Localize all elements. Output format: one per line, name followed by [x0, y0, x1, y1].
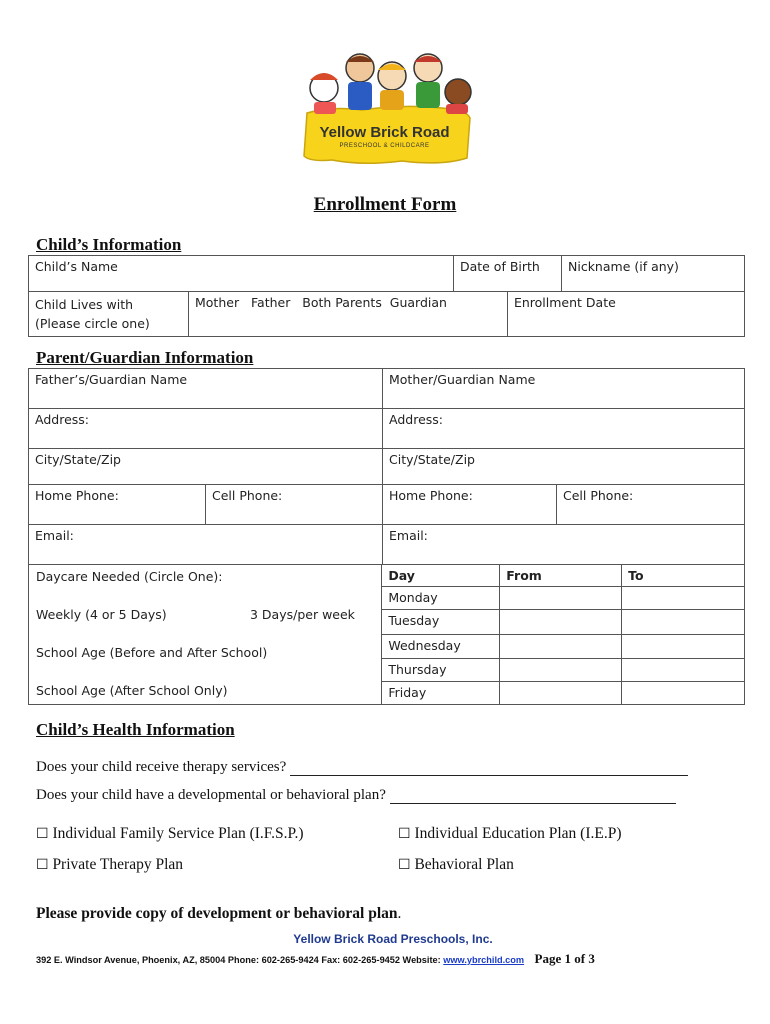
- daycare-table: [28, 564, 745, 705]
- plan-answer-line[interactable]: [390, 789, 676, 804]
- daycare-options-cell: [29, 565, 382, 705]
- parent-info-heading: Parent/Guardian Information: [36, 348, 254, 367]
- page-number: Page 1 of 3: [534, 951, 595, 966]
- daycare-needed-label: Daycare Needed (Circle One):: [36, 569, 223, 584]
- daycare-school-after-option[interactable]: School Age (After School Only): [36, 683, 228, 698]
- footer-company: Yellow Brick Road Preschools, Inc.: [293, 932, 493, 946]
- therapy-answer-line[interactable]: [290, 761, 688, 776]
- footer-website-link[interactable]: www.ybrchild.com: [443, 955, 525, 965]
- lives-with-label: Child Lives with: [35, 297, 134, 312]
- monday-from[interactable]: [500, 587, 622, 610]
- behavioral-plan-label: Behavioral Plan: [414, 856, 514, 873]
- father-home-phone-field[interactable]: [29, 485, 206, 525]
- parent-info-table: [28, 368, 745, 565]
- nickname-label: Nickname (if any): [568, 259, 679, 274]
- mother-name-label: Mother/Guardian Name: [389, 372, 536, 387]
- ifsp-checkbox[interactable]: ☐: [36, 826, 49, 842]
- child-info-table: [28, 255, 745, 337]
- footer-address: 392 E. Windsor Avenue, Phoenix, AZ, 85004 Phone: 602-265-9424 Fax: 602-265-9452 Website:: [36, 955, 444, 965]
- child-info-heading: Child’s Information: [36, 235, 182, 254]
- father-cell-phone-label: Cell Phone:: [212, 488, 283, 503]
- thursday-from[interactable]: [500, 659, 622, 682]
- father-email-field[interactable]: [29, 525, 383, 565]
- wednesday-to[interactable]: [622, 635, 745, 659]
- mother-email-label: Email:: [389, 528, 428, 543]
- col-to-header: To: [622, 565, 745, 587]
- father-address-field[interactable]: [29, 409, 383, 449]
- day-wednesday: Wednesday: [382, 635, 500, 659]
- private-therapy-label: Private Therapy Plan: [52, 856, 184, 873]
- wednesday-from[interactable]: [500, 635, 622, 659]
- enrollment-date-field[interactable]: [507, 292, 744, 337]
- children-illustration: [292, 48, 477, 178]
- day-tuesday: Tuesday: [382, 610, 500, 635]
- school-logo: [292, 48, 477, 178]
- father-city-field[interactable]: [29, 449, 383, 485]
- iep-checkbox[interactable]: ☐: [398, 826, 411, 842]
- dob-field[interactable]: [453, 256, 561, 292]
- lives-options-text: Mother Father Both Parents Guardian: [195, 295, 447, 310]
- footer-contact: [36, 950, 595, 968]
- mother-home-phone-label: Home Phone:: [389, 488, 473, 503]
- father-name-field[interactable]: [29, 369, 383, 409]
- behavioral-plan-option[interactable]: [398, 856, 514, 874]
- tuesday-from[interactable]: [500, 610, 622, 635]
- mother-address-field[interactable]: [383, 409, 745, 449]
- page-title: Enrollment Form: [313, 194, 457, 215]
- therapy-question: [36, 759, 688, 776]
- childs-name-label: Child’s Name: [35, 259, 118, 274]
- father-cell-phone-field[interactable]: [206, 485, 383, 525]
- childs-name-field[interactable]: [29, 256, 454, 292]
- daycare-school-before-after-option[interactable]: School Age (Before and After School): [36, 645, 268, 660]
- friday-to[interactable]: [622, 682, 745, 705]
- iep-label: Individual Education Plan (I.E.P): [414, 825, 622, 842]
- daycare-weekly-option[interactable]: Weekly (4 or 5 Days): [36, 607, 167, 622]
- mother-city-field[interactable]: [383, 449, 745, 485]
- col-day-header: Day: [382, 565, 500, 587]
- mother-email-field[interactable]: [383, 525, 745, 565]
- plan-copy-note-period: .: [397, 905, 402, 922]
- father-address-label: Address:: [35, 412, 89, 427]
- day-friday: Friday: [382, 682, 500, 705]
- nickname-field[interactable]: [562, 256, 745, 292]
- father-home-phone-label: Home Phone:: [35, 488, 119, 503]
- father-city-label: City/State/Zip: [35, 452, 121, 467]
- private-therapy-checkbox[interactable]: ☐: [36, 857, 49, 873]
- mother-city-label: City/State/Zip: [389, 452, 475, 467]
- plan-copy-note: [36, 905, 401, 923]
- therapy-question-text: Does your child receive therapy services?: [36, 759, 287, 775]
- friday-from[interactable]: [500, 682, 622, 705]
- ifsp-option[interactable]: [36, 825, 304, 843]
- father-email-label: Email:: [35, 528, 74, 543]
- lives-with-options[interactable]: [189, 292, 508, 337]
- lives-with-hint: (Please circle one): [35, 316, 150, 331]
- plan-question-text: Does your child have a developmental or behavioral plan?: [36, 787, 386, 803]
- father-name-label: Father’s/Guardian Name: [35, 372, 188, 387]
- private-therapy-option[interactable]: [36, 856, 183, 874]
- plan-question: [36, 787, 676, 804]
- mother-cell-phone-field[interactable]: [557, 485, 745, 525]
- thursday-to[interactable]: [622, 659, 745, 682]
- health-info-heading: Child’s Health Information: [36, 720, 235, 739]
- mother-address-label: Address:: [389, 412, 443, 427]
- daycare-three-days-option[interactable]: 3 Days/per week: [250, 607, 355, 622]
- logo-title: Yellow Brick Road: [319, 124, 450, 141]
- col-from-header: From: [500, 565, 622, 587]
- ifsp-label: Individual Family Service Plan (I.F.S.P.): [52, 825, 304, 842]
- behavioral-plan-checkbox[interactable]: ☐: [398, 857, 411, 873]
- lives-with-label-cell: [29, 292, 189, 337]
- plan-copy-note-text: Please provide copy of development or behavioral plan: [36, 905, 398, 922]
- dob-label: Date of Birth: [459, 259, 540, 274]
- tuesday-to[interactable]: [622, 610, 745, 635]
- mother-name-field[interactable]: [383, 369, 745, 409]
- mother-home-phone-field[interactable]: [383, 485, 557, 525]
- day-thursday: Thursday: [382, 659, 500, 682]
- logo-subtitle: PRESCHOOL & CHILDCARE: [339, 143, 430, 149]
- monday-to[interactable]: [622, 587, 745, 610]
- iep-option[interactable]: [398, 825, 622, 843]
- enrollment-date-label: Enrollment Date: [513, 295, 616, 310]
- day-monday: Monday: [382, 587, 500, 610]
- mother-cell-phone-label: Cell Phone:: [563, 488, 634, 503]
